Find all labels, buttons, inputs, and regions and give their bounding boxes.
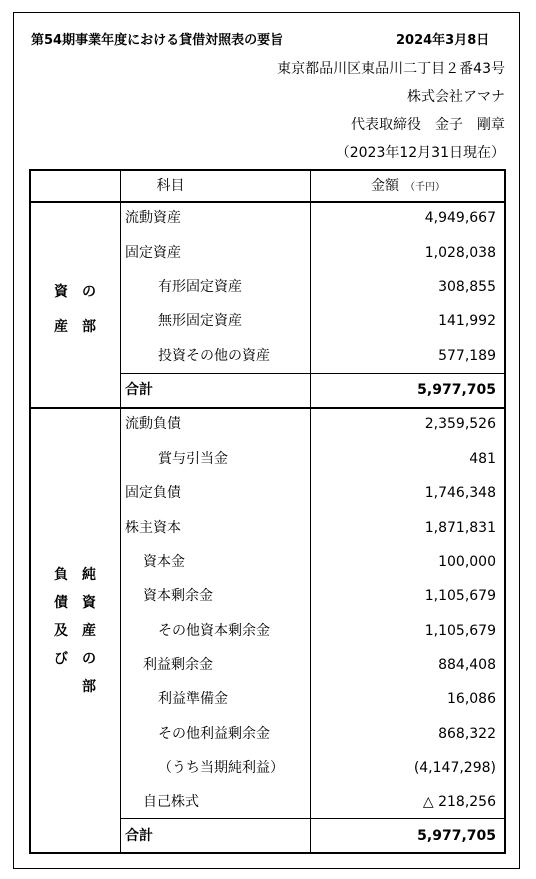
row-amount: (4,147,298): [413, 760, 496, 776]
total-amount: 5,977,705: [417, 382, 496, 398]
row-label: 有形固定資産: [158, 279, 242, 295]
row-label: 利益準備金: [158, 691, 228, 707]
company-address: 東京都品川区東品川二丁目２番43号: [277, 61, 505, 77]
total-amount: 5,977,705: [417, 828, 496, 844]
row-label: 資本剰余金: [143, 588, 213, 604]
header-divider: [31, 201, 504, 203]
row-amount: 1,105,679: [424, 623, 496, 639]
row-label: 固定資産: [125, 245, 181, 261]
row-amount: 577,189: [438, 348, 496, 364]
row-amount: 308,855: [438, 279, 496, 295]
row-label: 株主資本: [125, 520, 181, 536]
total-label: 合計: [125, 382, 153, 398]
row-label: 固定負債: [125, 485, 181, 501]
column-header-item: 科目: [156, 178, 185, 194]
company-name: 株式会社アマナ: [407, 89, 505, 105]
row-amount: 100,000: [438, 554, 496, 570]
row-amount: 16,086: [447, 691, 496, 707]
row-amount: 481: [469, 451, 496, 467]
row-label: 投資その他の資産: [158, 348, 270, 364]
row-label: 流動負債: [125, 416, 181, 432]
row-amount: 868,322: [438, 726, 496, 742]
liab-total-divider: [120, 818, 504, 819]
balance-sheet-table: 科目 金額 （千円） 資 の 産 部 流動資産 4,949,667 固定資産 1,028,038 有形固定資産 308,855 無形固定資産 141,992 投資その他の資産 577,189 合計 5,977,705 負 純 債 資 及 産 び の 部 流動負債 2,359,526 賞与引当金 481 固定負債 1,746,348 株主資本 1,871,831 資本金 100,000 資本剰余金 1,105,679 その他資本剰余金 1,105,679 利益剰余金 884,408 利益準備金 16,086 その他利益剰余金 868,322 （うち当期純利益） (4,147,298) 自己株式 △ 218,256 合計 5,977,705: [29, 169, 506, 854]
row-amount: 4,949,667: [424, 210, 496, 226]
row-amount: 1,871,831: [424, 520, 496, 536]
col-divider-1: [120, 171, 121, 852]
column-header-amount: 金額 （千円）: [371, 178, 445, 194]
row-amount: 884,408: [438, 657, 496, 673]
row-amount: 1,105,679: [424, 588, 496, 604]
row-label: 賞与引当金: [158, 451, 228, 467]
assets-total-divider: [120, 373, 504, 374]
row-amount: 1,028,038: [424, 245, 496, 261]
row-label: 利益剰余金: [143, 657, 213, 673]
row-label: 自己株式: [143, 794, 199, 810]
total-label: 合計: [125, 828, 153, 844]
representative: 代表取締役 金子 剛章: [351, 117, 505, 133]
row-label: 無形固定資産: [158, 313, 242, 329]
row-amount: 1,746,348: [424, 485, 496, 501]
row-label: その他利益剰余金: [158, 726, 270, 742]
document-date: 2024年3月8日: [396, 33, 490, 48]
as-of-date: （2023年12月31日現在）: [335, 145, 505, 161]
row-label: 資本金: [143, 554, 185, 570]
row-label: （うち当期純利益）: [158, 760, 284, 776]
section-divider: [31, 407, 504, 409]
col-divider-2: [310, 171, 311, 852]
row-label: 流動資産: [125, 210, 181, 226]
row-amount: 141,992: [438, 313, 496, 329]
row-amount: 2,359,526: [424, 416, 496, 432]
row-amount: △ 218,256: [422, 794, 496, 810]
row-label: その他資本剰余金: [158, 623, 270, 639]
document-title: 第54期事業年度における貸借対照表の要旨: [31, 33, 284, 48]
